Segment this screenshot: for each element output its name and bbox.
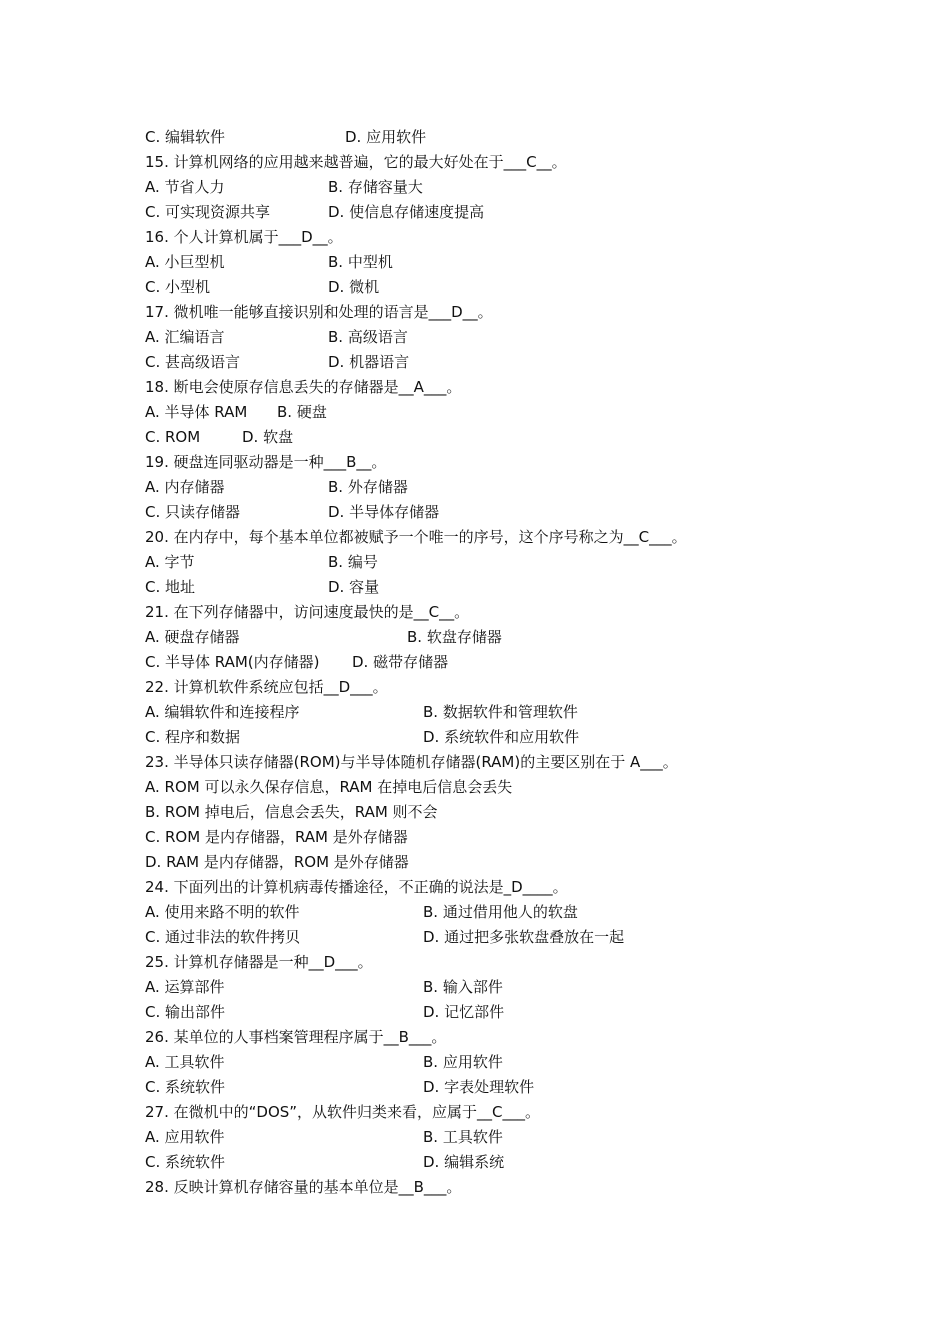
option-text: C. 半导体 RAM(内存储器) [145, 653, 320, 671]
option-text: D. 容量 [328, 578, 380, 596]
option-text: C. 地址 [145, 578, 196, 596]
option-text: B. 工具软件 [423, 1128, 503, 1146]
option-line: D. RAM 是内存储器，ROM 是外存储器 [145, 853, 409, 871]
question-line: 16. 个人计算机属于___D__。 [145, 228, 343, 246]
option-text: A. 工具软件 [145, 1053, 225, 1071]
option-text: B. 编号 [328, 553, 378, 571]
option-text: A. 半导体 RAM [145, 403, 248, 421]
question-line: 26. 某单位的人事档案管理程序属于__B___。 [145, 1028, 447, 1046]
option-line: C. ROM 是内存储器，RAM 是外存储器 [145, 828, 408, 846]
option-text: D. 使信息存储速度提高 [328, 203, 485, 221]
option-text: C. ROM [145, 428, 201, 446]
option-text: A. 节省人力 [145, 178, 225, 196]
option-text: A. 字节 [145, 553, 195, 571]
question-line: 18. 断电会使原存信息丢失的存储器是__A___。 [145, 378, 462, 396]
option-text: D. 机器语言 [328, 353, 410, 371]
option-text: A. 小巨型机 [145, 253, 225, 271]
option-text: B. 通过借用他人的软盘 [423, 903, 578, 921]
question-line: 24. 下面列出的计算机病毒传播途径，不正确的说法是_D____。 [145, 878, 568, 896]
option-text: C. 编辑软件 [145, 128, 226, 146]
option-text: A. 内存储器 [145, 478, 225, 496]
option-text: D. 通过把多张软盘叠放在一起 [423, 928, 625, 946]
question-line: 23. 半导体只读存储器(ROM)与半导体随机存储器(RAM)的主要区别在于 A___。 [145, 753, 678, 771]
option-text: B. 中型机 [328, 253, 393, 271]
option-text: D. 微机 [328, 278, 380, 296]
option-text: B. 应用软件 [423, 1053, 503, 1071]
option-text: C. 甚高级语言 [145, 353, 241, 371]
option-text: A. 应用软件 [145, 1128, 225, 1146]
option-text: A. 编辑软件和连接程序 [145, 703, 300, 721]
option-text: D. 字表处理软件 [423, 1078, 535, 1096]
option-line: A. ROM 可以永久保存信息，RAM 在掉电后信息会丢失 [145, 778, 513, 796]
option-text: C. 通过非法的软件拷贝 [145, 928, 301, 946]
option-text: B. 硬盘 [277, 403, 327, 421]
option-text: B. 存储容量大 [328, 178, 423, 196]
option-text: C. 程序和数据 [145, 728, 241, 746]
option-text: A. 运算部件 [145, 978, 225, 996]
option-text: D. 记忆部件 [423, 1003, 505, 1021]
option-text: C. 系统软件 [145, 1153, 226, 1171]
option-text: D. 磁带存储器 [352, 653, 449, 671]
option-text: C. 可实现资源共享 [145, 203, 271, 221]
option-text: B. 输入部件 [423, 978, 503, 996]
question-line: 21. 在下列存储器中，访问速度最快的是__C__。 [145, 603, 470, 621]
question-line: 17. 微机唯一能够直接识别和处理的语言是___D__。 [145, 303, 493, 321]
option-text: D. 软盘 [242, 428, 294, 446]
option-text: B. 外存储器 [328, 478, 408, 496]
option-text: C. 输出部件 [145, 1003, 226, 1021]
option-text: B. 数据软件和管理软件 [423, 703, 578, 721]
option-text: D. 半导体存储器 [328, 503, 440, 521]
option-text: C. 只读存储器 [145, 503, 241, 521]
option-text: C. 系统软件 [145, 1078, 226, 1096]
option-text: D. 编辑系统 [423, 1153, 505, 1171]
option-text: A. 汇编语言 [145, 328, 225, 346]
option-text: D. 系统软件和应用软件 [423, 728, 580, 746]
option-text: C. 小型机 [145, 278, 211, 296]
option-line: B. ROM 掉电后，信息会丢失，RAM 则不会 [145, 803, 438, 821]
question-line: 27. 在微机中的“DOS”，从软件归类来看，应属于__C___。 [145, 1103, 541, 1121]
option-text: B. 高级语言 [328, 328, 408, 346]
option-text: D. 应用软件 [345, 128, 427, 146]
question-line: 25. 计算机存储器是一种__D___。 [145, 953, 373, 971]
question-line: 19. 硬盘连同驱动器是一种___B__。 [145, 453, 387, 471]
question-line: 22. 计算机软件系统应包括__D___。 [145, 678, 388, 696]
question-line: 28. 反映计算机存储容量的基本单位是__B___。 [145, 1178, 462, 1196]
option-text: B. 软盘存储器 [407, 628, 502, 646]
option-text: A. 使用来路不明的软件 [145, 903, 300, 921]
option-text: A. 硬盘存储器 [145, 628, 240, 646]
question-line: 15. 计算机网络的应用越来越普遍，它的最大好处在于___C__。 [145, 153, 567, 171]
question-line: 20. 在内存中，每个基本单位都被赋予一个唯一的序号，这个序号称之为__C___。 [145, 528, 687, 546]
